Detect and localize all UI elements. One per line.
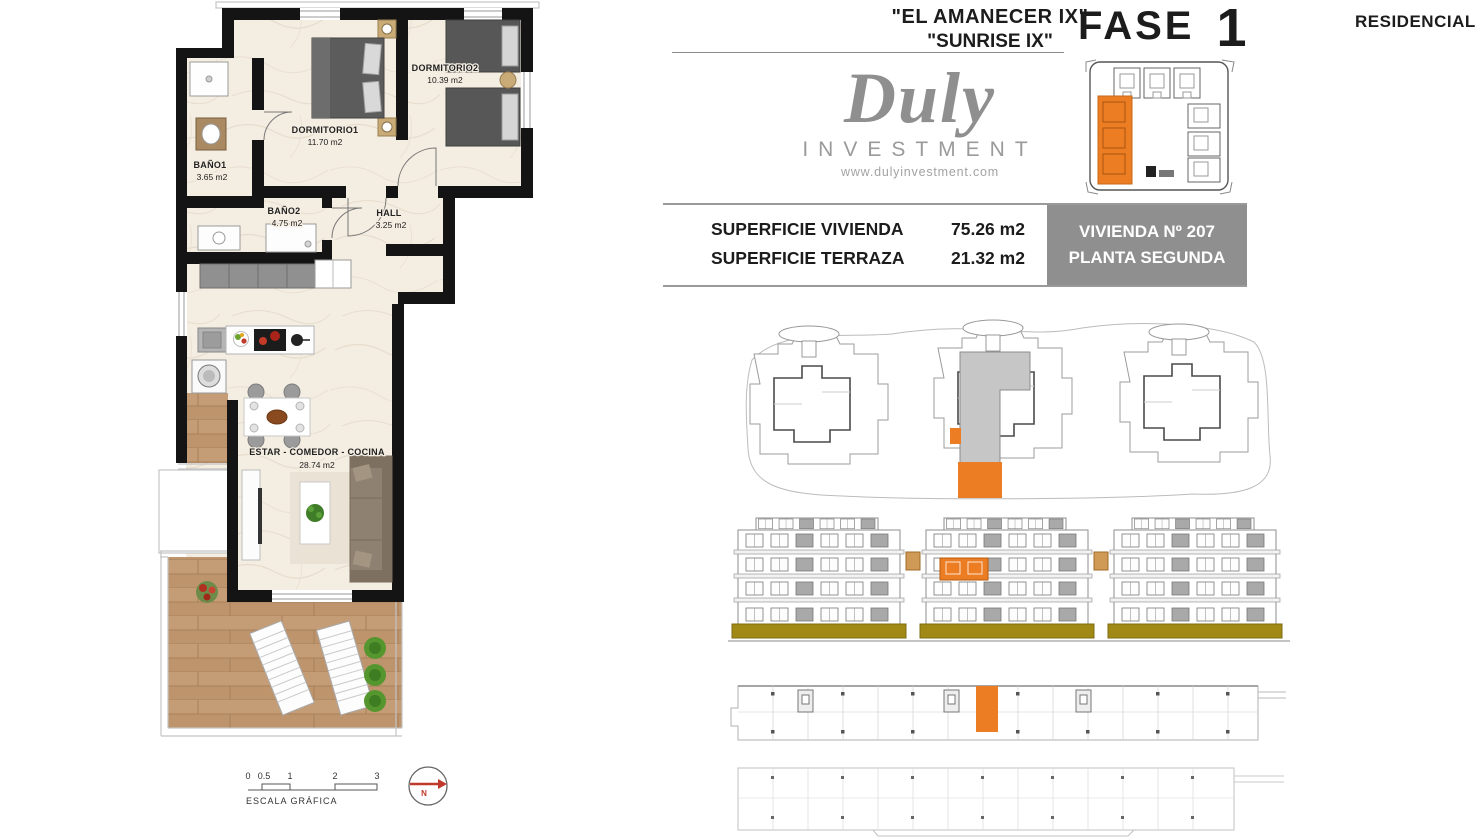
brand-block (770, 58, 1070, 179)
surface-info-table (663, 203, 1247, 287)
sofa (350, 456, 392, 582)
map-buildings-right (1188, 104, 1220, 182)
room-area-bano1: 3.65 m2 (196, 172, 228, 182)
fruit-bowl (234, 332, 249, 347)
highlighted-terrace (958, 462, 1002, 498)
map-logo-mark (1146, 166, 1156, 177)
phase-number: 1 (1216, 0, 1247, 58)
duly-logo: Duly (844, 58, 996, 138)
room-area-hall: 3.25 m2 (375, 220, 407, 230)
accent-block (1094, 552, 1108, 570)
ground-base (732, 624, 1282, 638)
north-compass (409, 767, 447, 805)
lower-block (738, 768, 1284, 836)
unit-identifier-box (1047, 205, 1247, 285)
room-label-estar: ESTAR - COMEDOR - COCINA (249, 447, 385, 457)
scale-tick-3: 3 (374, 771, 380, 781)
room-area-dormitorio2: 10.39 m2 (427, 75, 463, 85)
room-label-dormitorio2: DORMITORIO2 (411, 63, 479, 73)
surface-terraza-value: 21.32 m2 (951, 248, 1025, 268)
scale-caption: ESCALA GRÁFICA (246, 796, 338, 806)
surface-vivienda-value: 75.26 m2 (951, 219, 1025, 239)
residencial-label: RESIDENCIAL (1355, 12, 1476, 31)
washing-machine (192, 360, 226, 393)
room-label-bano2: BAÑO2 (267, 206, 301, 216)
map-buildings-top (1114, 68, 1200, 98)
site-key-map (1082, 58, 1238, 196)
north-label: N (421, 789, 427, 798)
apartment-floor-plan (0, 0, 660, 840)
scale-tick-05: 0.5 (257, 771, 271, 781)
surface-rows (663, 205, 1047, 285)
scale-tick-2: 2 (332, 771, 338, 781)
room-label-bano1: BAÑO1 (193, 160, 227, 170)
terrace-plants (364, 637, 386, 712)
surface-vivienda-label: SUPERFICIE VIVIENDA (711, 219, 904, 239)
residence-name-line1: "EL AMANECER IX" (891, 6, 1089, 28)
terrace-sliding-door (272, 590, 352, 602)
table-row (711, 248, 1047, 269)
coffee-table (300, 482, 330, 544)
header-divider (672, 52, 1064, 53)
site-plan-drawing (722, 298, 1287, 512)
room-label-hall: HALL (376, 208, 402, 218)
accent-block (906, 552, 920, 570)
floor-overview-drawing (728, 652, 1290, 840)
cooktop (254, 329, 286, 351)
tv-stand (242, 470, 260, 560)
phase-label: FASE (1078, 4, 1195, 48)
highlighted-unit-plan (976, 686, 998, 732)
scale-tick-0: 0 (245, 771, 251, 781)
table-row (711, 219, 1047, 240)
brand-website: www.dulyinvestment.com (841, 165, 999, 179)
elevation-drawing (728, 512, 1290, 648)
room-label-dormitorio1: DORMITORIO1 (291, 125, 359, 135)
info-panel (660, 0, 1476, 840)
graphic-scale (245, 771, 379, 806)
unit-number: VIVIENDA Nº 207 (1079, 222, 1215, 241)
map-phase1-highlight (1098, 96, 1132, 184)
phase-block (1078, 0, 1247, 58)
laundry-gallery-floor (187, 393, 228, 463)
room-area-bano2: 4.75 m2 (271, 218, 303, 228)
scale-tick-1: 1 (287, 771, 293, 781)
unit-floor: PLANTA SEGUNDA (1068, 248, 1226, 267)
room-area-dormitorio1: 11.70 m2 (307, 137, 343, 147)
tv (258, 488, 262, 544)
residence-name-line2: "SUNRISE IX" (927, 31, 1053, 52)
room-area-estar: 28.74 m2 (299, 460, 335, 470)
map-logo-text (1159, 170, 1174, 177)
highlighted-unit-elevation (940, 558, 988, 580)
surface-terraza-label: SUPERFICIE TERRAZA (711, 248, 905, 268)
brand-subtitle: INVESTMENT (802, 138, 1038, 161)
flower-pot-red (196, 581, 218, 603)
pot (291, 334, 303, 346)
